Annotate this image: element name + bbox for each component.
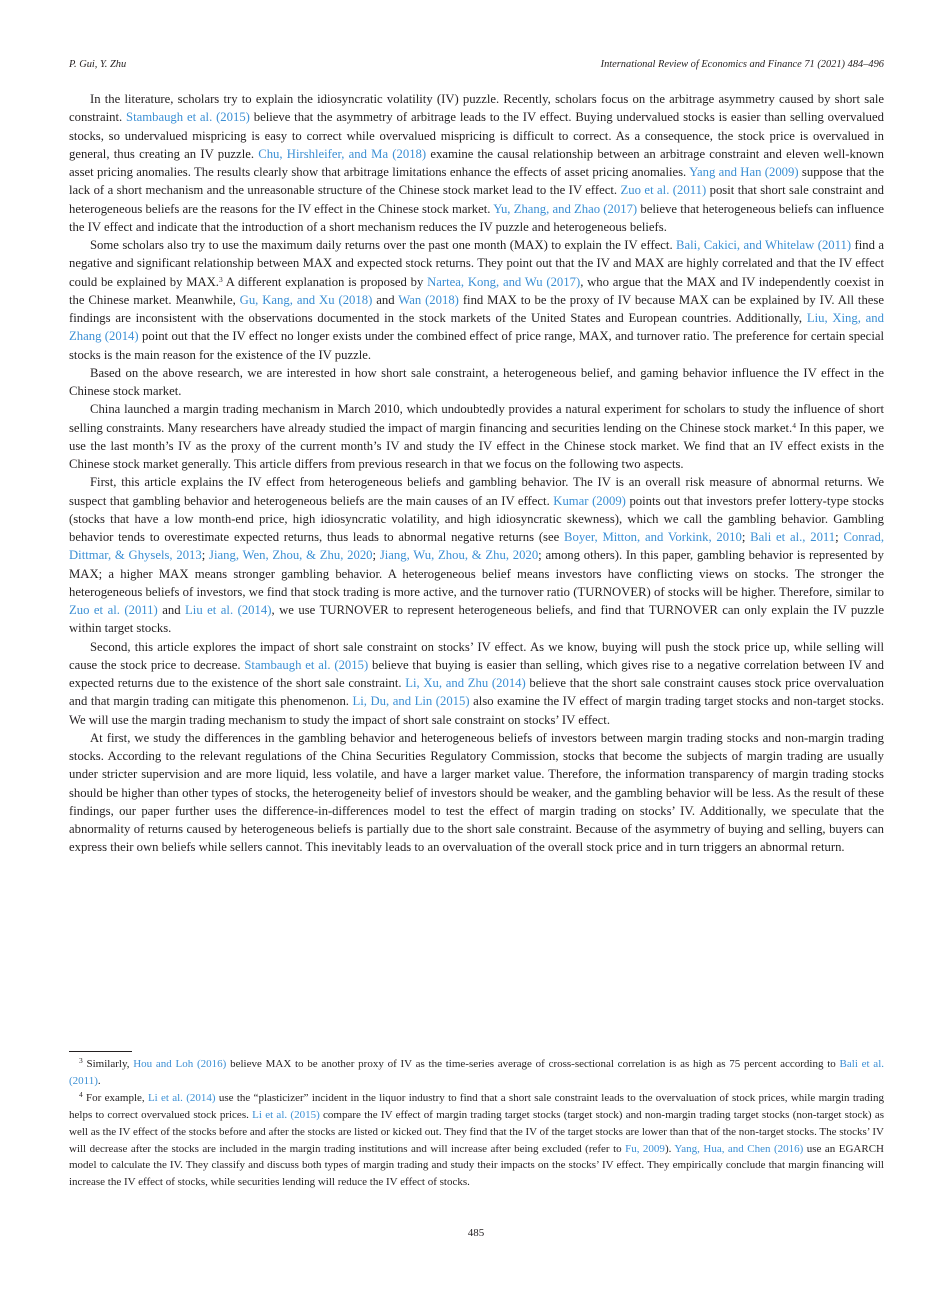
paragraph xyxy=(69,236,884,364)
footnote-marker: 4 xyxy=(79,1090,83,1100)
text-run: , who argue that the MAX and IV independently coexist in the Chinese market. Meanwhile, xyxy=(69,274,885,307)
paragraph xyxy=(69,90,884,236)
text-run: believe that heterogeneous beliefs can influence the IV effect and indicate that the introduction of a short mechanism reduces the IV puzzle and heterogeneous beliefs. xyxy=(69,201,884,234)
text-run: At first, we study the differences in the gambling behavior and heterogeneous beliefs of investors between margin trading stocks and non-margin trading stocks. According to the relevant regulations of the China Securities Regulatory Commission, stocks that become the subjects of margin trading are usually under stricter supervision and are more liquid, less volatile, and have a larger market value. Therefore, the information transparency of margin trading stocks should be higher than other types of stocks, the heterogeneity belief of investors should be weaker, and the gambling behavior will be less. As the result of these findings, our paper further uses the difference-in-differences model to test the effect of margin trading on stocks’ IV. Additionally, we speculate that the abnormality of returns caused by heterogeneous beliefs is partially due to the short sale constraint. Because of the asymmetry of buying and selling, buyers can express their own beliefs while sellers cannot. This inevitably leads to an overvaluation of the overall stock price and in turn triggers an abnormal return. xyxy=(69,730,884,855)
header-journal: International Review of Economics and Finance 71 (2021) 484–496 xyxy=(600,59,884,70)
text-run: posit that short sale constraint and heterogeneous beliefs are the reasons for the IV effect in the Chinese stock market. xyxy=(69,183,885,216)
text-run: find a negative and significant relationship between MAX and expected stock returns. They point out that the IV and MAX are highly correlated and that the IV effect could be explained by MAX. xyxy=(69,238,884,289)
footnote xyxy=(69,1056,884,1089)
footnote-marker: 4 xyxy=(792,420,796,430)
footnote-marker: 3 xyxy=(79,1056,83,1065)
text-run: Similarly, xyxy=(82,1058,134,1070)
citation-link[interactable]: Fu, 2009 xyxy=(625,1142,665,1155)
citation-link[interactable]: Bali, Cakici, and Whitelaw (2011) xyxy=(676,238,852,252)
citation-link[interactable]: Yang and Han (2009) xyxy=(689,165,799,179)
text-run: suppose that the lack of a short mechanism and the unreasonable structure of the Chinese stock market lead to the IV effect. xyxy=(69,165,884,198)
citation-link[interactable]: Bali et al., 2011 xyxy=(750,530,836,544)
text-run: For example, xyxy=(82,1092,148,1105)
header-authors: P. Gui, Y. Zhu xyxy=(69,59,127,70)
citation-link[interactable]: Boyer, Mitton, and Vorkink, 2010 xyxy=(564,530,742,544)
citation-link[interactable]: Jiang, Wu, Zhou, & Zhu, 2020 xyxy=(379,548,539,563)
citation-link[interactable]: Hou and Loh (2016) xyxy=(133,1058,227,1070)
citation-link[interactable]: Liu et al. (2014) xyxy=(185,603,272,617)
text-run: A different explanation is proposed by xyxy=(222,274,428,289)
citation-link[interactable]: Wan (2018) xyxy=(398,292,459,307)
text-run: and xyxy=(372,292,399,307)
text-run: ; xyxy=(372,548,380,563)
text-run: ; xyxy=(741,530,751,544)
citation-link[interactable]: Bali et al. (2011) xyxy=(69,1058,884,1087)
citation-link[interactable]: Li, Xu, and Zhu (2014) xyxy=(405,676,526,690)
text-run: point out that the IV effect no longer exists under the combined effect of price range, MAX, and turnover ratio. The preference for certain special stocks is the main reason for the existence of the IV puzzle. xyxy=(69,329,884,362)
citation-link[interactable]: Zuo et al. (2011) xyxy=(69,603,158,617)
text-run: believe MAX to be another proxy of IV as the time-series average of cross-sectional correlation is as high as 75 percent according to xyxy=(226,1058,840,1070)
citation-link[interactable]: Gu, Kang, and Xu (2018) xyxy=(239,292,373,307)
footnote-rule xyxy=(69,1051,132,1052)
text-run: use an EGARCH model to calculate the IV. They classify and discuss both types of margin trading and study their impacts on the stocks’ IV effect. They empirically conclude that margin financing will increase the IV effect of stocks, while securities lending will reduce the IV effect of stocks. xyxy=(69,1142,884,1188)
citation-link[interactable]: Li et al. (2015) xyxy=(252,1109,320,1122)
citation-link[interactable]: Kumar (2009) xyxy=(553,493,626,508)
text-run: believe that buying is easier than selling, which gives rise to a negative correlation between IV and expected returns due to the existence of the short sale constraint. xyxy=(69,657,884,690)
text-run: believe that the asymmetry of arbitrage leads to the IV effect. Buying undervalued stocks is easier than selling overvalued stocks, so undervalued mispricing is easy to correct while overvalued mispricing is difficult to correct. As a consequence, the stock price is overvalued in general, thus creating an IV puzzle. xyxy=(69,110,884,161)
footnote xyxy=(69,1090,884,1190)
text-run: . xyxy=(97,1074,101,1087)
citation-link[interactable]: Nartea, Kong, and Wu (2017) xyxy=(427,274,581,289)
citation-link[interactable]: Liu, Xing, and Zhang (2014) xyxy=(69,311,884,344)
paragraph xyxy=(69,400,884,473)
text-run: , we use TURNOVER to represent heterogeneous beliefs, and find that TURNOVER can only explain the IV puzzle within target stocks. xyxy=(69,603,884,636)
text-run: Second, this article explores the impact of short sale constraint on stocks’ IV effect. As we know, buying will push the stock price up, while selling will cause the stock price to decrease. xyxy=(69,639,884,672)
text-run: ; among others). In this paper, gambling behavior is represented by MAX; a higher MAX means stronger gambling behavior. A heterogeneous belief means investors have conflicting views on stocks. The stronger the heterogeneous beliefs of investors, we find that stock trading is more active, and the turnover ratio (TURNOVER) of stocks will be higher. Therefore, similar to xyxy=(69,548,884,599)
text-run: ; xyxy=(201,548,210,563)
text-run: and xyxy=(157,603,186,617)
paragraph xyxy=(69,364,884,401)
text-run: points out that investors prefer lottery-type stocks (stocks that have a low month-end price, high idiosyncratic volatility, and high idiosyncratic skewness), which we call the gambling behavior. Gambling behavior tends to overestimate expected returns, thus leads to abnormal negative returns (see xyxy=(69,493,884,544)
text-run: believe that the short sale constraint causes stock price overvaluation and that margin trading can mitigate this phenomenon. xyxy=(69,676,884,709)
paragraph xyxy=(69,473,884,637)
page-number: 485 xyxy=(467,1227,485,1239)
text-run: also examine the IV effect of margin trading target stocks and non-target stocks. We will use the margin trading mechanism to study the impact of short sale constraint on stocks’ IV effect. xyxy=(69,694,884,727)
text-run: use the “plasticizer” incident in the liquor industry to find that a short sale constraint leads to the overvaluation of stock prices, while margin trading helps to correct overvalued stock prices. xyxy=(69,1092,884,1122)
citation-link[interactable]: Conrad, Dittmar, & Ghysels, 2013 xyxy=(69,530,884,563)
citation-link[interactable]: Stambaugh et al. (2015) xyxy=(126,110,250,125)
text-run: examine the causal relationship between an arbitrage constraint and eleven well-known asset pricing anomalies. The results clearly show that arbitrage limitations enhance the effects of asset pricing anomalies. xyxy=(69,146,885,179)
citation-link[interactable]: Li et al. (2014) xyxy=(147,1092,216,1105)
text-run: find MAX to be the proxy of IV because MAX can be explained by IV. All these findings are inconsistent with the observations documented in the stock markets of the United States and European countries. Additionally, xyxy=(69,292,884,325)
citation-link[interactable]: Jiang, Wen, Zhou, & Zhu, 2020 xyxy=(209,548,373,563)
citation-link[interactable]: Stambaugh et al. (2015) xyxy=(244,657,369,672)
text-run: In this paper, we use the last month’s IV as the proxy of the current month’s IV and study the IV effect in the Chinese stock market. We find that an IV effect exists in the Chinese stock market generally. This article differs from previous research in that we focus on the following two aspects. xyxy=(69,420,884,471)
text-run: China launched a margin trading mechanism in March 2010, which undoubtedly provides a natural experiment for scholars to study the influence of short selling constraints. Many researchers have already studied the impact of margin financing and securities lending on the Chinese stock market. xyxy=(69,402,884,435)
text-run: compare the IV effect of margin trading target stocks (target stock) and non-margin trading target stocks (non-target stock) as well as the IV effect of the stocks before and after the stocks are listed or kicked out. They find that the IV of the target stocks are lower than that of the non-target stocks. The stocks’ IV will decrease after the stocks are included in the margin trading institutions and will increase after being excluded (refer to xyxy=(69,1109,884,1155)
text-run: Some scholars also try to use the maximum daily returns over the past one month (MAX) to explain the IV effect. xyxy=(90,238,677,252)
text-run: Based on the above research, we are interested in how short sale constraint, a heterogeneous belief, and gaming behavior influence the IV effect in the Chinese stock market. xyxy=(69,365,884,398)
citation-link[interactable]: Zuo et al. (2011) xyxy=(620,183,707,198)
text-run: ; xyxy=(835,530,844,544)
citation-link[interactable]: Yang, Hua, and Chen (2016) xyxy=(674,1142,804,1155)
text-run: First, this article explains the IV effect from heterogeneous beliefs and gambling behavior. The IV is an overall risk measure of abnormal returns. We suspect that gambling behavior and heterogeneous beliefs are the main causes of an IV effect. xyxy=(69,475,884,508)
text-run: In the literature, scholars try to explain the idiosyncratic volatility (IV) puzzle. Recently, scholars focus on the arbitrage asymmetry caused by short sale constraint. xyxy=(69,92,884,125)
text-run: ). xyxy=(664,1142,675,1155)
citation-link[interactable]: Chu, Hirshleifer, and Ma (2018) xyxy=(258,146,427,161)
main-text xyxy=(69,90,884,857)
running-header xyxy=(69,59,884,75)
footnote-marker: 3 xyxy=(218,274,223,284)
citation-link[interactable]: Yu, Zhang, and Zhao (2017) xyxy=(493,201,638,216)
paragraph xyxy=(69,638,884,729)
citation-link[interactable]: Li, Du, and Lin (2015) xyxy=(352,694,470,709)
footnotes xyxy=(69,1056,884,1192)
paragraph xyxy=(69,729,884,857)
